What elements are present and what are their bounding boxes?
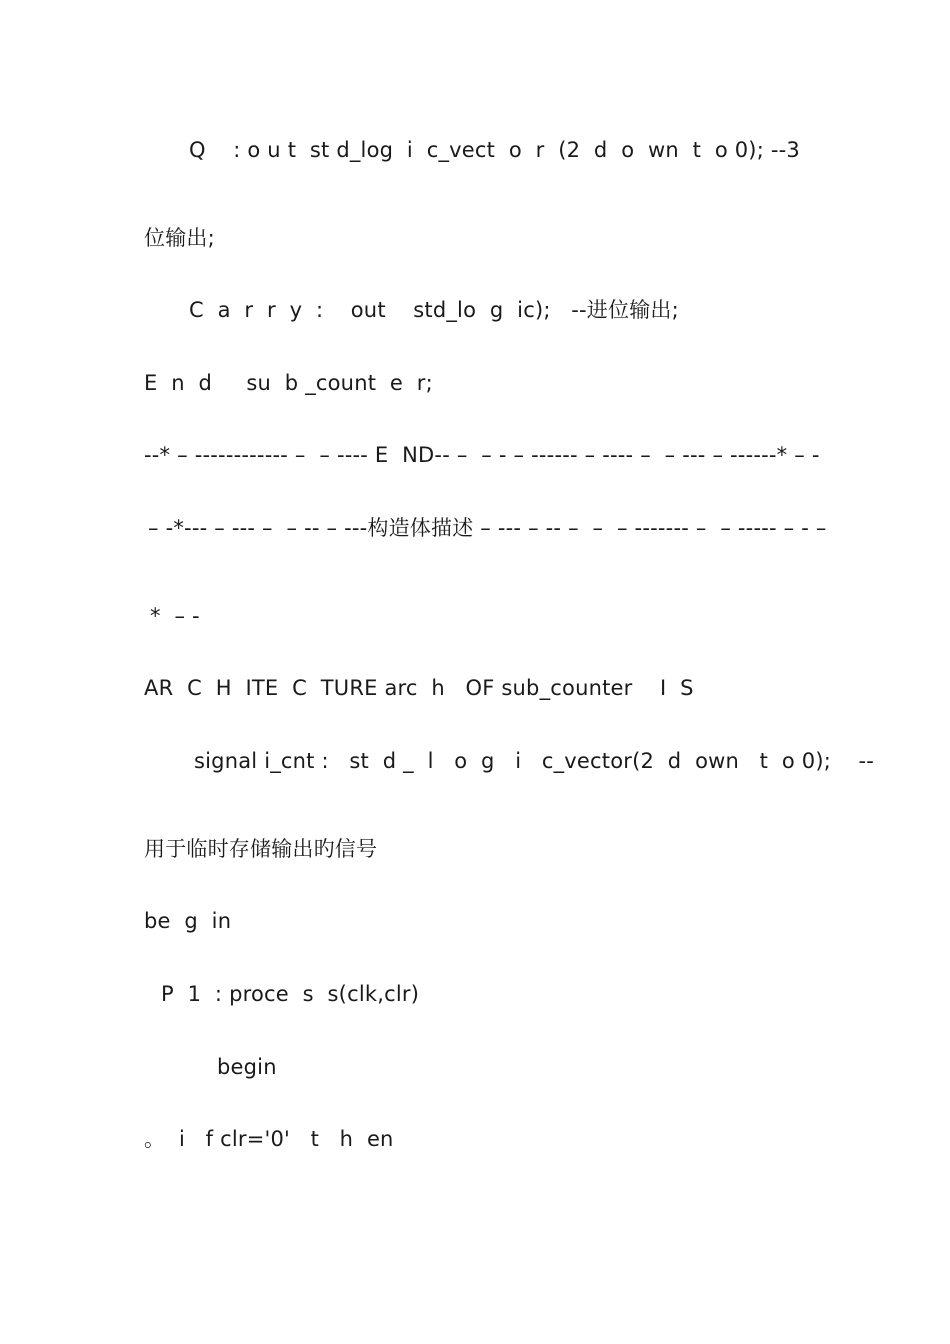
comment-continuation-line: 位输出;: [144, 226, 215, 250]
code-line-port-carry: C a r r y : out std_lo g ic); --进位输出;: [189, 298, 679, 322]
separator-comment-architecture: – -*--- – --- – – -- – ---构造体描述 – --- – -- – – – ------- – – ----- – - –: [148, 516, 827, 540]
code-line-architecture: AR C H ITE C TURE arc h OF sub_counter I S: [144, 676, 694, 700]
code-line-port-q: Q : o u t st d_log i c_vect o r (2 d o wn t o 0); --3: [189, 138, 800, 162]
code-line-if-clr: 。 i f clr='0' t h en: [144, 1127, 394, 1151]
code-line-process-begin: begin: [217, 1055, 277, 1079]
code-line-signal: signal i_cnt : st d _ l o g i c_vector(2 d own t o 0); --: [194, 749, 875, 773]
comment-signal-description: 用于临时存储输出旳信号: [144, 837, 378, 861]
code-line-process: P 1 : proce s s(clk,clr): [161, 982, 420, 1006]
code-line-begin: be g in: [144, 909, 232, 933]
separator-comment-tail: * – -: [150, 604, 200, 628]
separator-comment-end: --* – ------------ – – ---- E ND-- – – - – ------ – ---- – – --- – ------* – -: [144, 443, 820, 467]
code-line-end-entity: E n d su b _count e r;: [144, 371, 433, 395]
